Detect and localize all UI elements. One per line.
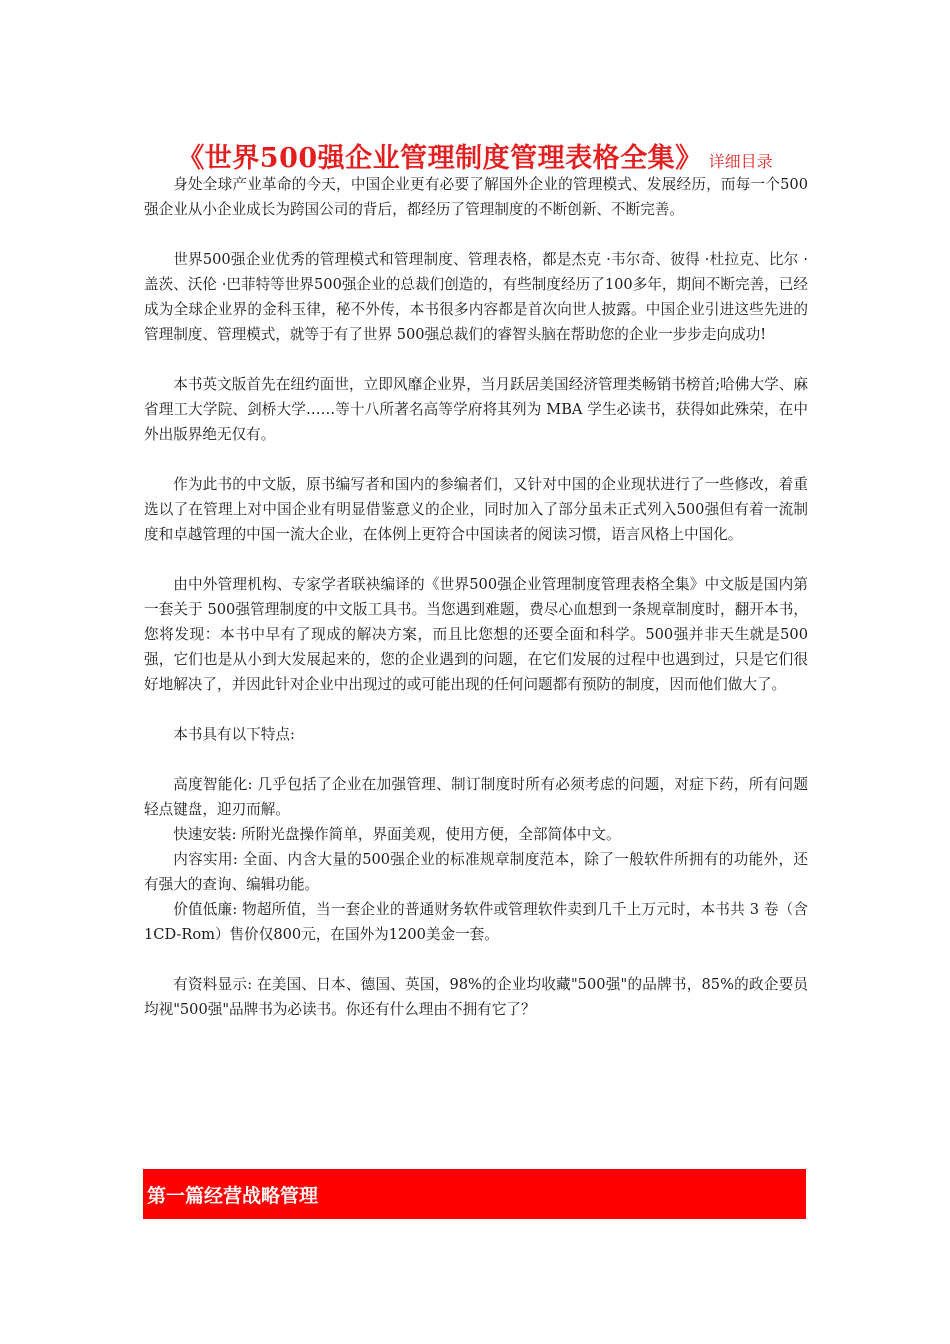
title-row [0, 136, 950, 175]
intro-paragraph-4: 作为此书的中文版，原书编写者和国内的参编者们，又针对中国的企业现状进行了一些修改，着重选以了在管理上对中国企业有明显借鉴意义的企业，同时加入了部分虽未正式列入500强但有着一流制度和卓越管理的中国一流大企业，在体例上更符合中国读者的阅读习惯，语言风格上中国化。 [144, 476, 808, 543]
feature-item-intelligent: 高度智能化: 几乎包括了企业在加强管理、制订制度时所有必须考虑的问题，对症下药，所有问题轻点键盘，迎刃而解。 [144, 776, 808, 818]
intro-paragraph-2: 世界500强企业优秀的管理模式和管理制度、管理表格，都是杰克 ·韦尔奇、彼得 ·杜拉克、比尔 ·盖茨、沃伦 ·巴菲特等世界500强企业的总裁们创造的，有些制度经历了100多年，期间不断完善，已经成为全球企业界的金科玉律，秘不外传，本书很多内容都是首次向世人披露。中国企业引进这些先进的管理制度、管理模式，就等于有了世界 500强总裁们的睿智头脑在帮助您的企业一步步走向成功! [144, 251, 808, 343]
feature-item-practical: 内容实用: 全面、内含大量的500强企业的标准规章制度范本，除了一般软件所拥有的功能外，还有强大的查询、编辑功能。 [144, 851, 808, 893]
intro-paragraph-3: 本书英文版首先在纽约面世，立即风靡企业界，当月跃居美国经济管理类畅销书榜首;哈佛大学、麻省理工大学院、剑桥大学……等十八所著名高等学府将其列为 MBA 学生必读书，获得如此殊荣，在中外出版界绝无仅有。 [144, 376, 808, 443]
page-title: 《世界500强企业管理制度管理表格全集》 [177, 143, 703, 174]
section-header-bar [143, 1169, 806, 1219]
feature-item-install: 快速安装: 所附光盘操作简单，界面美观，使用方便，全部简体中文。 [173, 826, 621, 843]
detailed-toc-link[interactable]: 详细目录 [708, 152, 773, 171]
features-heading: 本书具有以下特点: [173, 726, 295, 743]
intro-paragraph-5: 由中外管理机构、专家学者联袂编译的《世界500强企业管理制度管理表格全集》中文版是国内第一套关于 500强管理制度的中文版工具书。当您遇到难题，费尽心血想到一条规章制度时，翻开本书，您将发现：本书中早有了现成的解决方案，而且比您想的还要全面和科学。500强并非天生就是500强，它们也是从小到大发展起来的，您的企业遇到的问题，在它们发展的过程中也遇到过，只是它们很好地解决了，并因此针对企业中出现过的或可能出现的任何问题都有预防的制度，因而他们做大了。 [144, 576, 808, 693]
intro-paragraph-closing: 有资料显示: 在美国、日本、德国、英国，98%的企业均收藏"500强"的品牌书，85%的政企要员均视"500强"品牌书为必读书。你还有什么理由不拥有它了？ [144, 976, 808, 1018]
feature-item-price: 价值低廉: 物超所值，当一套企业的普通财务软件或管理软件卖到几千上万元时，本书共 3 卷（含1CD-Rom）售价仅800元，在国外为1200美金一套。 [144, 901, 808, 943]
intro-body [144, 172, 808, 1022]
section-title: 第一篇经营战略管理 [147, 1185, 319, 1207]
intro-paragraph-1: 身处全球产业革命的今天，中国企业更有必要了解国外企业的管理模式、发展经历，而每一个500强企业从小企业成长为跨国公司的背后，都经历了管理制度的不断创新、不断完善。 [144, 176, 808, 218]
